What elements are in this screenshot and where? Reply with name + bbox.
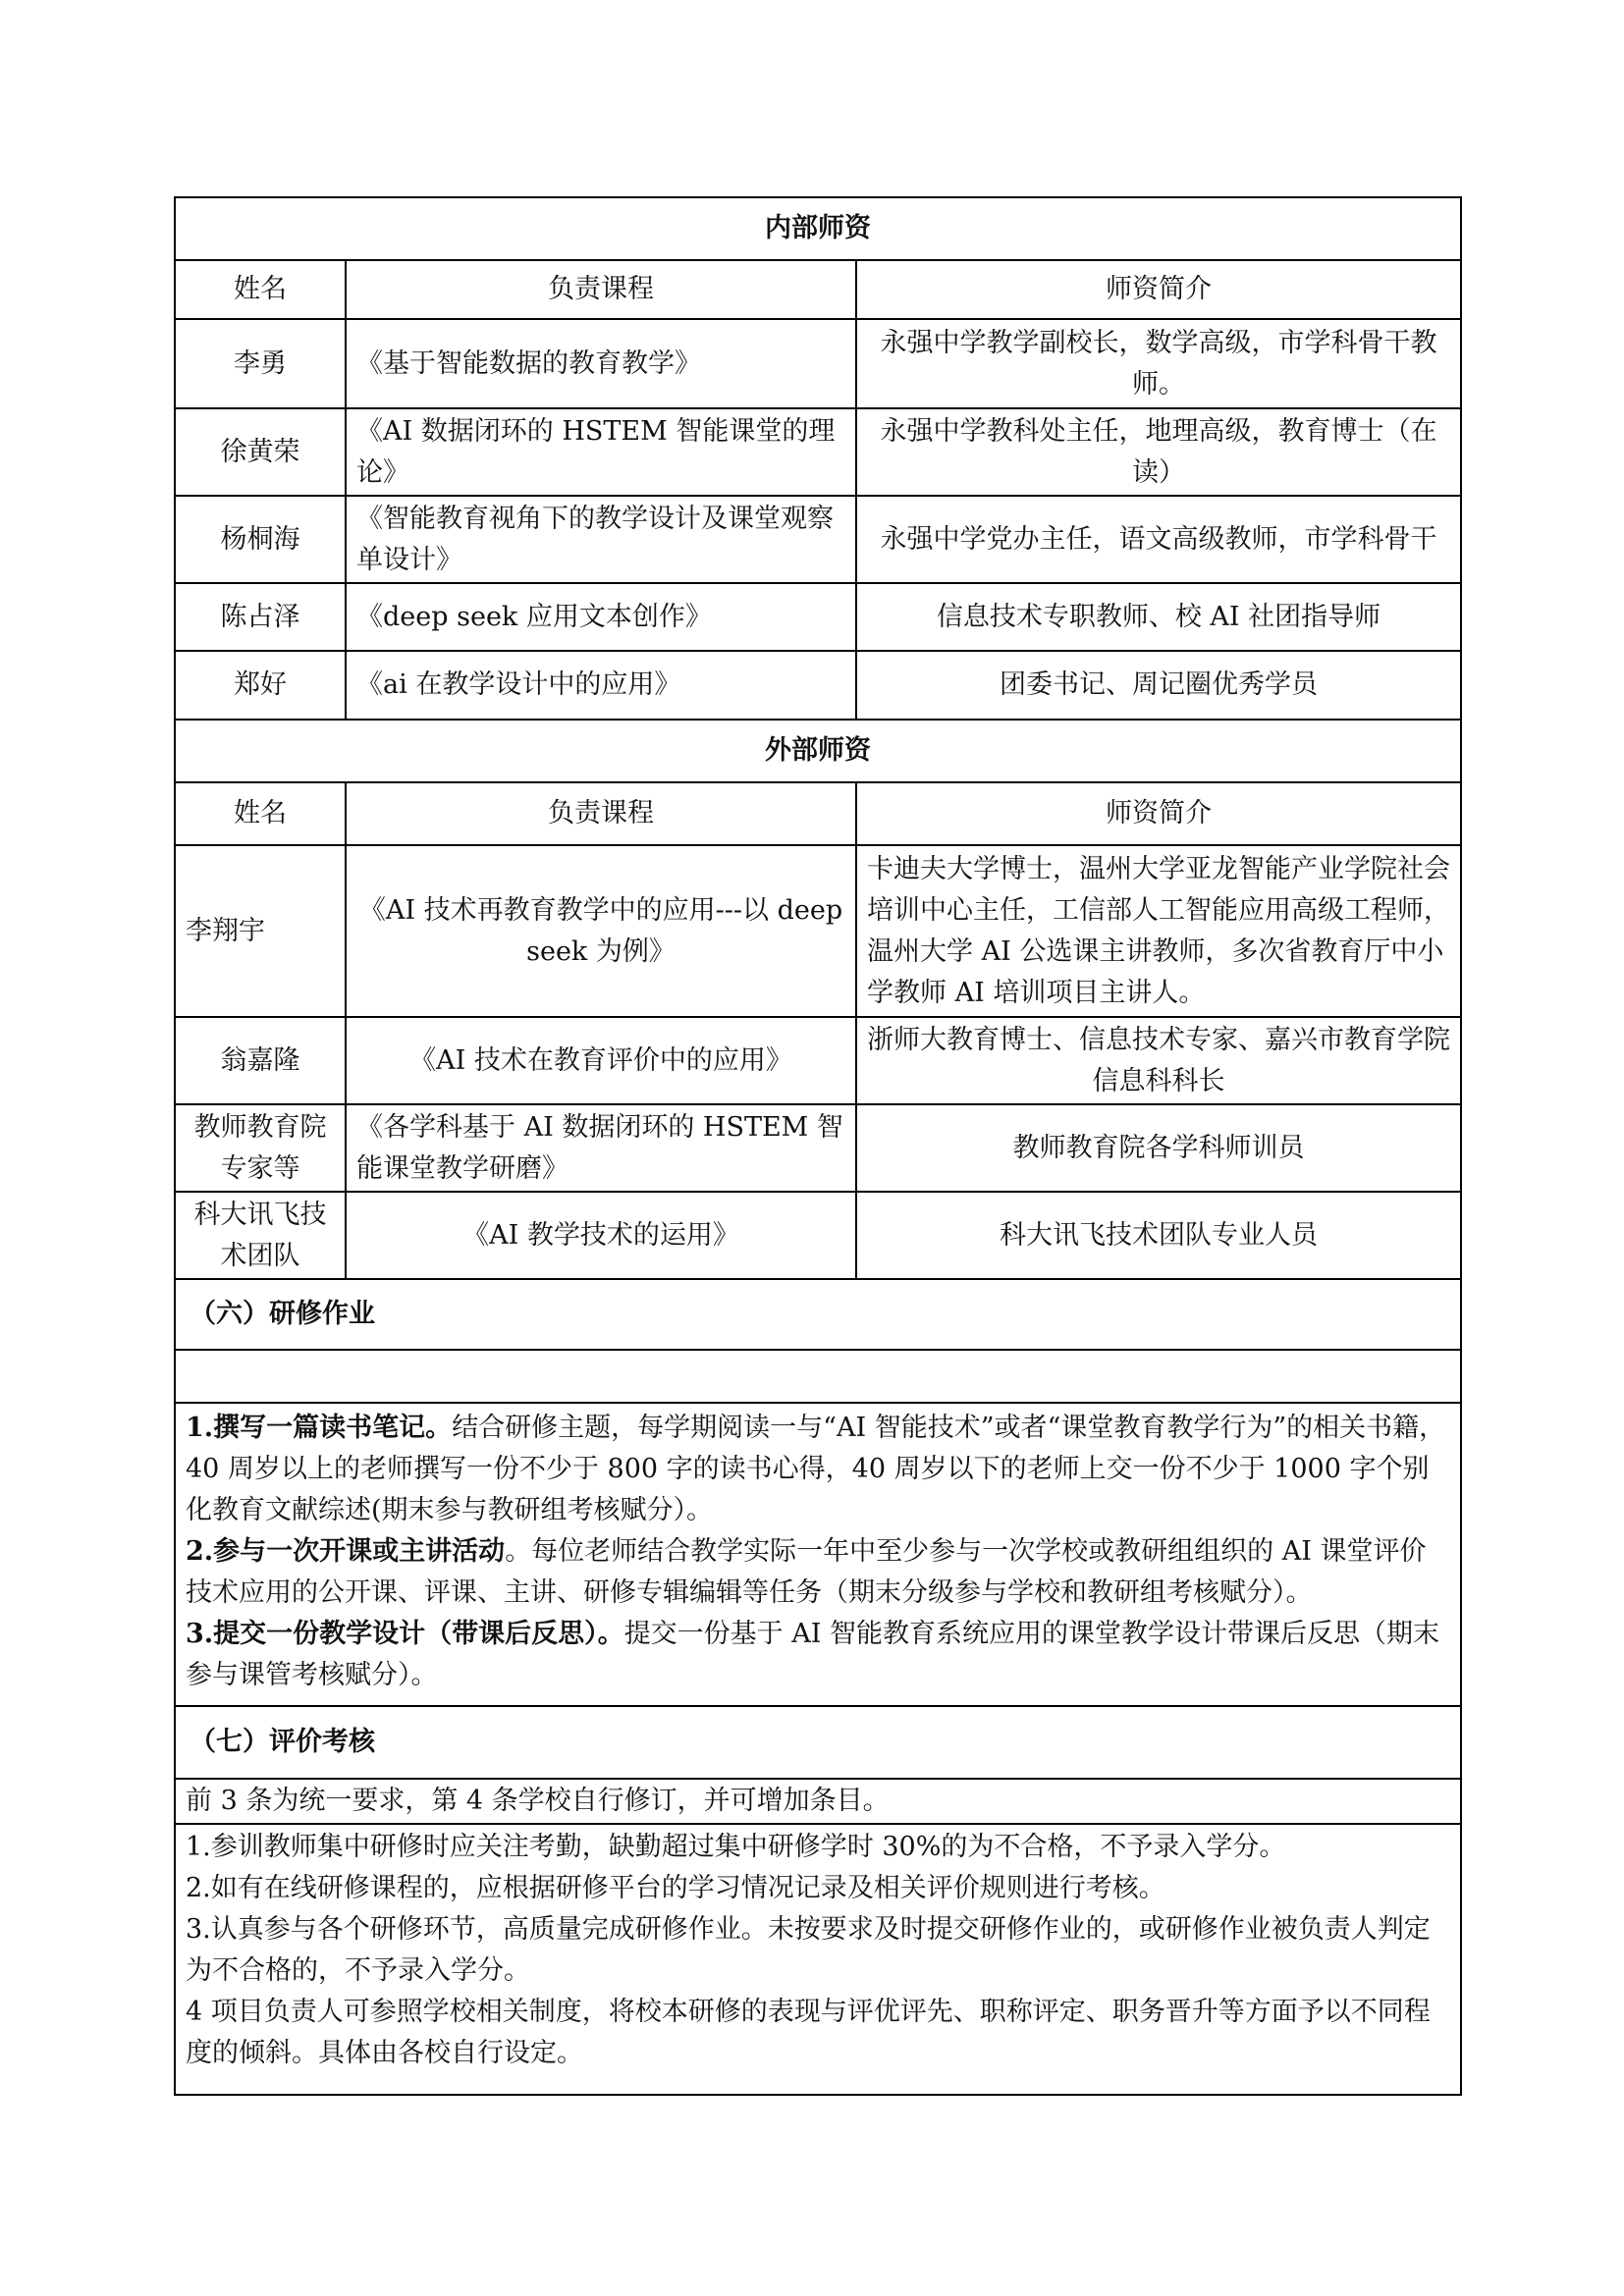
teacher-name: 徐黄荣	[175, 408, 346, 496]
evaluation-item: 3.认真参与各个研修环节，高质量完成研修作业。未按要求及时提交研修作业的，或研修作业被负责人判定为不合格的，不予录入学分。	[186, 1914, 1431, 1986]
internal-section-title: 内部师资	[175, 197, 1461, 260]
homework-item	[186, 1614, 1450, 1696]
homework-item	[186, 1531, 1450, 1614]
teacher-name: 教师教育院专家等	[175, 1104, 346, 1192]
course-title: 《ai 在教学设计中的应用》	[346, 651, 856, 720]
table-row	[175, 1104, 1461, 1192]
evaluation-intro: 前 3 条为统一要求，第 4 条学校自行修订，并可增加条目。	[175, 1779, 1461, 1824]
section-header-row	[175, 720, 1461, 782]
teacher-name: 李勇	[175, 319, 346, 408]
evaluation-title-row	[175, 1706, 1461, 1779]
homework-item	[186, 1408, 1450, 1531]
course-title: 《基于智能数据的教育教学》	[346, 319, 856, 408]
teacher-intro: 浙师大教育博士、信息技术专家、嘉兴市教育学院信息科科长	[856, 1017, 1461, 1104]
teacher-intro: 永强中学教科处主任，地理高级，教育博士（在读）	[856, 408, 1461, 496]
teacher-intro: 永强中学教学副校长，数学高级，市学科骨干教师。	[856, 319, 1461, 408]
evaluation-body	[175, 1824, 1461, 2095]
evaluation-body-row	[175, 1824, 1461, 2095]
table-row	[175, 1192, 1461, 1279]
teacher-intro: 团委书记、周记圈优秀学员	[856, 651, 1461, 720]
course-title: 《AI 教学技术的运用》	[346, 1192, 856, 1279]
teacher-name: 陈占泽	[175, 583, 346, 651]
teacher-name: 杨桐海	[175, 496, 346, 583]
course-title: 《deep seek 应用文本创作》	[346, 583, 856, 651]
col-header-intro: 师资简介	[856, 782, 1461, 845]
homework-item-text: 提交一份基于 AI 智能教育系统应用的课堂教学设计带课后反思（期末参与课管考核赋分）。	[186, 1619, 1440, 1690]
course-title: 《AI 技术在教育评价中的应用》	[346, 1017, 856, 1104]
homework-body	[175, 1403, 1461, 1706]
table-row	[175, 651, 1461, 720]
table-row	[175, 583, 1461, 651]
teacher-intro: 科大讯飞技术团队专业人员	[856, 1192, 1461, 1279]
teacher-intro: 信息技术专职教师、校 AI 社团指导师	[856, 583, 1461, 651]
teacher-intro: 教师教育院各学科师训员	[856, 1104, 1461, 1192]
col-header-name: 姓名	[175, 782, 346, 845]
col-header-name: 姓名	[175, 260, 346, 319]
evaluation-intro-row	[175, 1779, 1461, 1824]
evaluation-item: 4 项目负责人可参照学校相关制度，将校本研修的表现与评优评先、职称评定、职务晋升等方面予以不同程度的倾斜。具体由各校自行设定。	[186, 1997, 1431, 2068]
homework-item-text: 。每位老师结合教学实际一年中至少参与一次学校或教研组组织的 AI 课堂评价技术应用的公开课、评课、主讲、研修专辑编辑等任务（期末分级参与学校和教研组考核赋分）。	[186, 1536, 1427, 1608]
course-title: 《各学科基于 AI 数据闭环的 HSTEM 智能课堂教学研磨》	[346, 1104, 856, 1192]
homework-title: （六）研修作业	[175, 1279, 1461, 1350]
evaluation-item: 2.如有在线研修课程的，应根据研修平台的学习情况记录及相关评价规则进行考核。	[186, 1873, 1165, 1903]
section-header-row	[175, 197, 1461, 260]
document-page	[174, 196, 1460, 2096]
homework-body-row	[175, 1403, 1461, 1706]
col-header-course: 负责课程	[346, 260, 856, 319]
course-title: 《智能教育视角下的教学设计及课堂观察单设计》	[346, 496, 856, 583]
teacher-table	[174, 196, 1462, 2096]
evaluation-title: （七）评价考核	[175, 1706, 1461, 1779]
column-header-row	[175, 260, 1461, 319]
external-section-title: 外部师资	[175, 720, 1461, 782]
empty-row	[175, 1350, 1461, 1403]
col-header-intro: 师资简介	[856, 260, 1461, 319]
homework-item-lead: 3.提交一份教学设计（带课后反思）。	[186, 1619, 624, 1649]
col-header-course: 负责课程	[346, 782, 856, 845]
table-row	[175, 1017, 1461, 1104]
homework-item-text: 结合研修主题，每学期阅读一与“AI 智能技术”或者“课堂教育教学行为”的相关书籍， 40 周岁以上的老师撰写一份不少于 800 字的读书心得，40 周岁以下的老师上交一份不少于 1000 字个别化教育文献综述(期末参与教研组考核赋分）。	[186, 1413, 1446, 1525]
teacher-intro: 卡迪夫大学博士，温州大学亚龙智能产业学院社会培训中心主任，工信部人工智能应用高级工程师，温州大学 AI 公选课主讲教师，多次省教育厅中小学教师 AI 培训项目主讲人。	[856, 845, 1461, 1017]
table-row	[175, 408, 1461, 496]
homework-item-lead: 2.参与一次开课或主讲活动	[186, 1536, 506, 1567]
homework-item-lead: 1.撰写一篇读书笔记。	[186, 1413, 453, 1443]
empty-cell	[175, 1350, 1461, 1403]
table-row	[175, 496, 1461, 583]
teacher-name: 科大讯飞技术团队	[175, 1192, 346, 1279]
teacher-name: 李翔宇	[175, 845, 346, 1017]
teacher-name: 翁嘉隆	[175, 1017, 346, 1104]
table-row	[175, 845, 1461, 1017]
teacher-name: 郑好	[175, 651, 346, 720]
course-title: 《AI 数据闭环的 HSTEM 智能课堂的理论》	[346, 408, 856, 496]
table-row	[175, 319, 1461, 408]
evaluation-item: 1.参训教师集中研修时应关注考勤，缺勤超过集中研修学时 30%的为不合格，不予录入学分。	[186, 1832, 1286, 1862]
column-header-row	[175, 782, 1461, 845]
teacher-intro: 永强中学党办主任，语文高级教师，市学科骨干	[856, 496, 1461, 583]
course-title: 《AI 技术再教育教学中的应用---以 deepseek 为例》	[346, 845, 856, 1017]
homework-title-row	[175, 1279, 1461, 1350]
